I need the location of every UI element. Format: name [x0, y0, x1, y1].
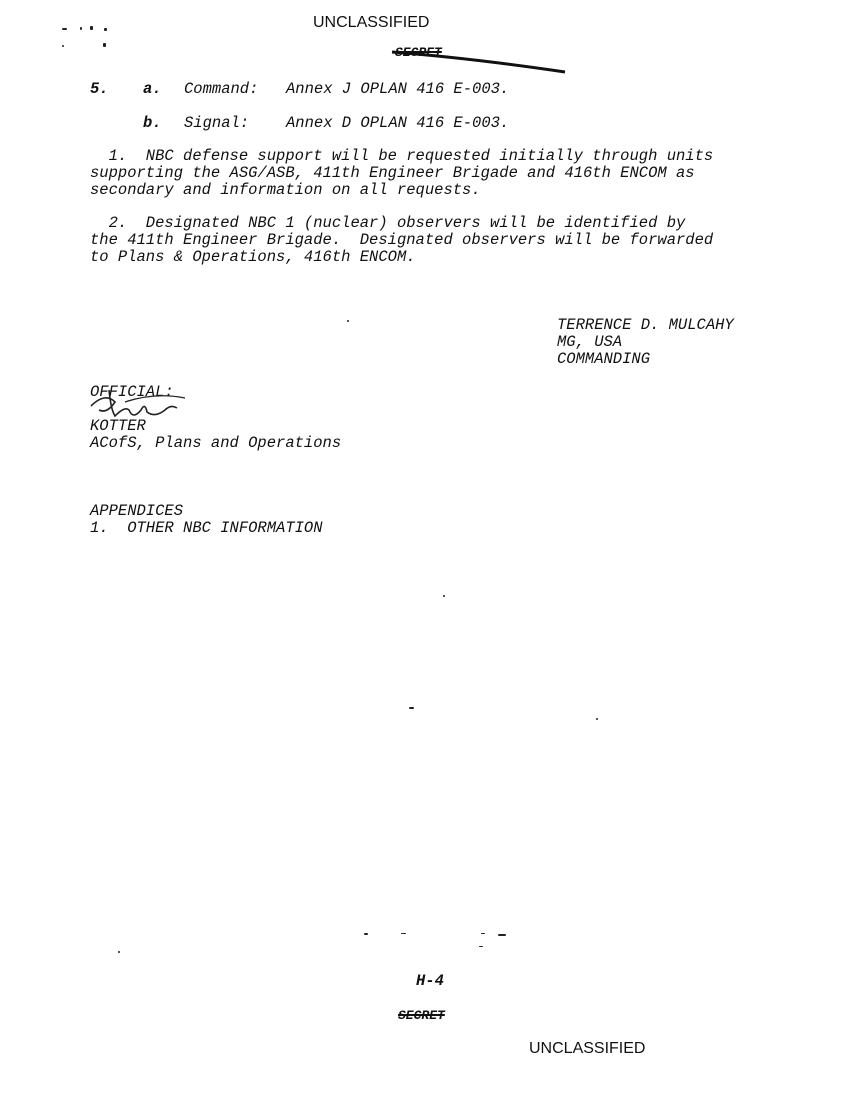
section-5b-value: Annex D OPLAN 416 E-003. — [286, 114, 510, 132]
signatory-name: TERRENCE D. MULCAHY — [557, 316, 734, 334]
scan-speck — [479, 946, 483, 947]
signatory-role: COMMANDING — [557, 350, 651, 368]
paragraph-2: 2. Designated NBC 1 (nuclear) observers will be identified by the 411th Engineer Brigade. Designated observers will be forwarded to Plans & Operations, 416th ENCOM. — [90, 214, 714, 266]
section-number: 5. — [90, 80, 109, 98]
appendices-heading: APPENDICES — [90, 502, 184, 520]
scan-speck — [409, 707, 414, 709]
official-title: ACofS, Plans and Operations — [90, 434, 342, 452]
paragraph-1: 1. NBC defense support will be requested initially through units supporting the ASG/ASB, 411th Engineer Brigade and 416th ENCOM as secondary and information on all requests. — [90, 147, 714, 199]
scan-speck — [62, 28, 67, 30]
scan-speck — [80, 27, 82, 30]
scan-speck — [401, 933, 406, 934]
section-5b-label: b. — [143, 114, 162, 132]
scan-speck — [90, 26, 93, 30]
scan-speck — [103, 43, 106, 47]
page-number: H-4 — [416, 972, 444, 990]
scan-speck — [347, 320, 349, 322]
section-5a-key: Command: — [184, 80, 259, 98]
scan-speck — [443, 595, 445, 597]
scan-speck — [596, 718, 598, 720]
top-classification-marking: UNCLASSIFIED — [313, 14, 430, 31]
appendix-item: 1. OTHER NBC INFORMATION — [90, 519, 323, 537]
signatory-rank: MG, USA — [557, 333, 623, 351]
section-5b-key: Signal: — [184, 114, 250, 132]
scan-speck — [364, 933, 368, 935]
official-name: KOTTER — [90, 417, 146, 435]
section-5a-value: Annex J OPLAN 416 E-003. — [286, 80, 510, 98]
scan-speck — [481, 933, 485, 934]
scan-speck — [118, 951, 120, 953]
top-secret-mark: SECRET — [395, 45, 442, 60]
top-redaction-stroke — [0, 0, 864, 80]
section-5a-label: a. — [143, 80, 162, 98]
scan-speck — [104, 28, 107, 31]
official-label: OFFICIAL: — [90, 383, 174, 401]
scan-speck — [498, 934, 506, 936]
scan-speck — [62, 45, 64, 47]
bottom-secret-mark: SECRET — [398, 1008, 445, 1023]
bottom-classification-marking: UNCLASSIFIED — [529, 1040, 646, 1057]
